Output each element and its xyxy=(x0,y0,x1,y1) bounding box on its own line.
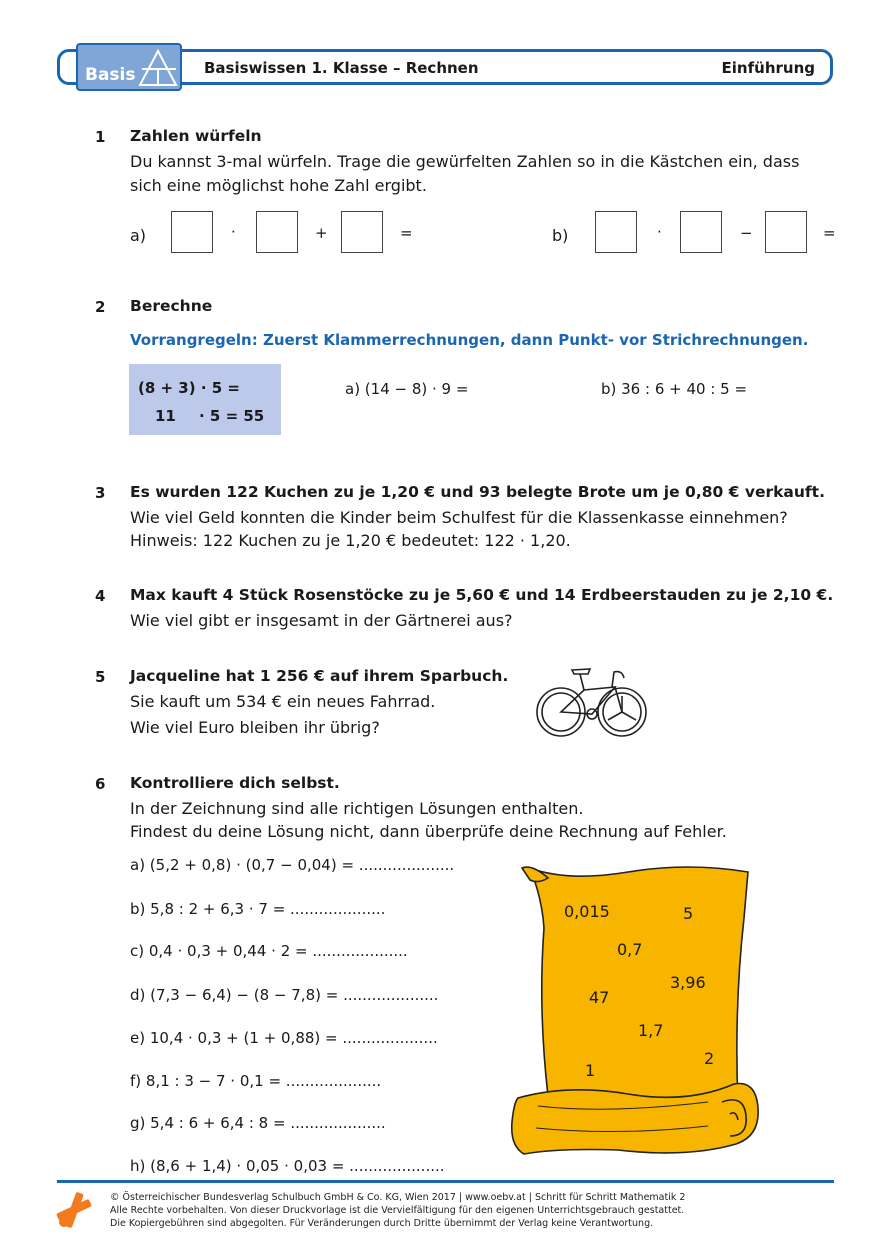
example-line: (8 + 3) · 5 = xyxy=(138,379,240,397)
footer-copyright: © Österreichischer Bundesverlag Schulbuch GmbH & Co. KG, Wien 2017 | www.oebv.at | Schritt für Schritt Mathematik 2 xyxy=(110,1192,686,1203)
exercise-text: In der Zeichnung sind alle richtigen Lösungen enthalten. xyxy=(130,799,584,818)
operator: = xyxy=(823,224,836,242)
answer-box[interactable] xyxy=(595,211,637,253)
exercise-number: 3 xyxy=(95,484,106,502)
exercise-number: 2 xyxy=(95,298,106,316)
answer-box[interactable] xyxy=(171,211,213,253)
exercise-text: Findest du deine Lösung nicht, dann überprüfe deine Rechnung auf Fehler. xyxy=(130,822,727,841)
bicycle-icon xyxy=(532,660,650,740)
answer-box[interactable] xyxy=(341,211,383,253)
part-label: b) xyxy=(552,226,569,245)
footer-rights: Alle Rechte vorbehalten. Von dieser Druckvorlage ist die Vervielfältigung für den eigenen Unterrichtsgebrauch gestattet. xyxy=(110,1205,685,1216)
task-item: c) 0,4 · 0,3 + 0,44 · 2 = .................... xyxy=(130,942,408,960)
answer-box[interactable] xyxy=(256,211,298,253)
solution-value: 0,7 xyxy=(617,940,643,959)
task-item: d) (7,3 − 6,4) − (8 − 7,8) = .................... xyxy=(130,986,439,1004)
rule-text: Vorrangregeln: Zuerst Klammerrechnungen, dann Punkt- vor Strichrechnungen. xyxy=(130,331,809,349)
example-box xyxy=(129,364,281,435)
task-b: b) 36 : 6 + 40 : 5 = xyxy=(601,380,748,398)
operator: + xyxy=(315,224,328,242)
solution-scroll-icon xyxy=(508,858,764,1170)
operator: · xyxy=(657,223,662,241)
header-title: Basiswissen 1. Klasse – Rechnen xyxy=(204,59,479,77)
basis-logo: Basis xyxy=(76,43,182,91)
example-line: · 5 = 55 xyxy=(199,407,265,425)
exercise-number: 4 xyxy=(95,587,106,605)
operator: = xyxy=(400,224,413,242)
exercise-number: 5 xyxy=(95,668,106,686)
exercise-title: Kontrolliere dich selbst. xyxy=(130,774,340,792)
task-a: a) (14 − 8) · 9 = xyxy=(345,380,469,398)
task-item: e) 10,4 · 0,3 + (1 + 0,88) = .................... xyxy=(130,1029,438,1047)
exercise-number: 1 xyxy=(95,128,106,146)
answer-box[interactable] xyxy=(765,211,807,253)
example-line: 11 xyxy=(155,407,176,425)
exercise-title: Es wurden 122 Kuchen zu je 1,20 € und 93 belegte Brote um je 0,80 € verkauft. xyxy=(130,483,825,501)
task-item: a) (5,2 + 0,8) · (0,7 − 0,04) = .................... xyxy=(130,856,455,874)
header-section: Einführung xyxy=(721,59,815,77)
exercise-text: Wie viel gibt er insgesamt in der Gärtnerei aus? xyxy=(130,611,513,630)
task-item: g) 5,4 : 6 + 6,4 : 8 = .................... xyxy=(130,1114,386,1132)
publisher-logo-icon xyxy=(54,1190,94,1230)
exercise-title: Max kauft 4 Stück Rosenstöcke zu je 5,60 € und 14 Erdbeerstauden zu je 2,10 €. xyxy=(130,586,834,604)
triangle-logo-icon xyxy=(78,45,182,91)
task-item: b) 5,8 : 2 + 6,3 · 7 = .................... xyxy=(130,900,386,918)
solution-value: 47 xyxy=(589,988,610,1007)
answer-box[interactable] xyxy=(680,211,722,253)
solution-value: 1,7 xyxy=(638,1021,664,1040)
exercise-text: Sie kauft um 534 € ein neues Fahrrad. xyxy=(130,692,436,711)
solution-value: 0,015 xyxy=(564,902,610,921)
exercise-text: Hinweis: 122 Kuchen zu je 1,20 € bedeutet: 122 · 1,20. xyxy=(130,531,571,550)
footer-divider xyxy=(57,1180,834,1183)
exercise-text: sich eine möglichst hohe Zahl ergibt. xyxy=(130,176,427,195)
exercise-title: Jacqueline hat 1 256 € auf ihrem Sparbuch. xyxy=(130,667,509,685)
exercise-title: Zahlen würfeln xyxy=(130,127,262,145)
exercise-number: 6 xyxy=(95,775,106,793)
solution-value: 5 xyxy=(683,904,694,923)
task-item: f) 8,1 : 3 − 7 · 0,1 = .................... xyxy=(130,1072,382,1090)
footer-disclaimer: Die Kopiergebühren sind abgegolten. Für Veränderungen durch Dritte übernimmt der Verlag keine Verantwortung. xyxy=(110,1218,654,1229)
operator: · xyxy=(231,223,236,241)
solution-value: 2 xyxy=(704,1049,715,1068)
solution-value: 1 xyxy=(585,1061,596,1080)
part-label: a) xyxy=(130,226,147,245)
exercise-text: Wie viel Euro bleiben ihr übrig? xyxy=(130,718,380,737)
solution-value: 3,96 xyxy=(670,973,706,992)
exercise-text: Wie viel Geld konnten die Kinder beim Schulfest für die Klassenkasse einnehmen? xyxy=(130,508,788,527)
exercise-title: Berechne xyxy=(130,297,213,315)
operator: − xyxy=(740,224,753,242)
exercise-text: Du kannst 3-mal würfeln. Trage die gewürfelten Zahlen so in die Kästchen ein, dass xyxy=(130,152,800,171)
task-item: h) (8,6 + 1,4) · 0,05 · 0,03 = .................... xyxy=(130,1157,445,1175)
